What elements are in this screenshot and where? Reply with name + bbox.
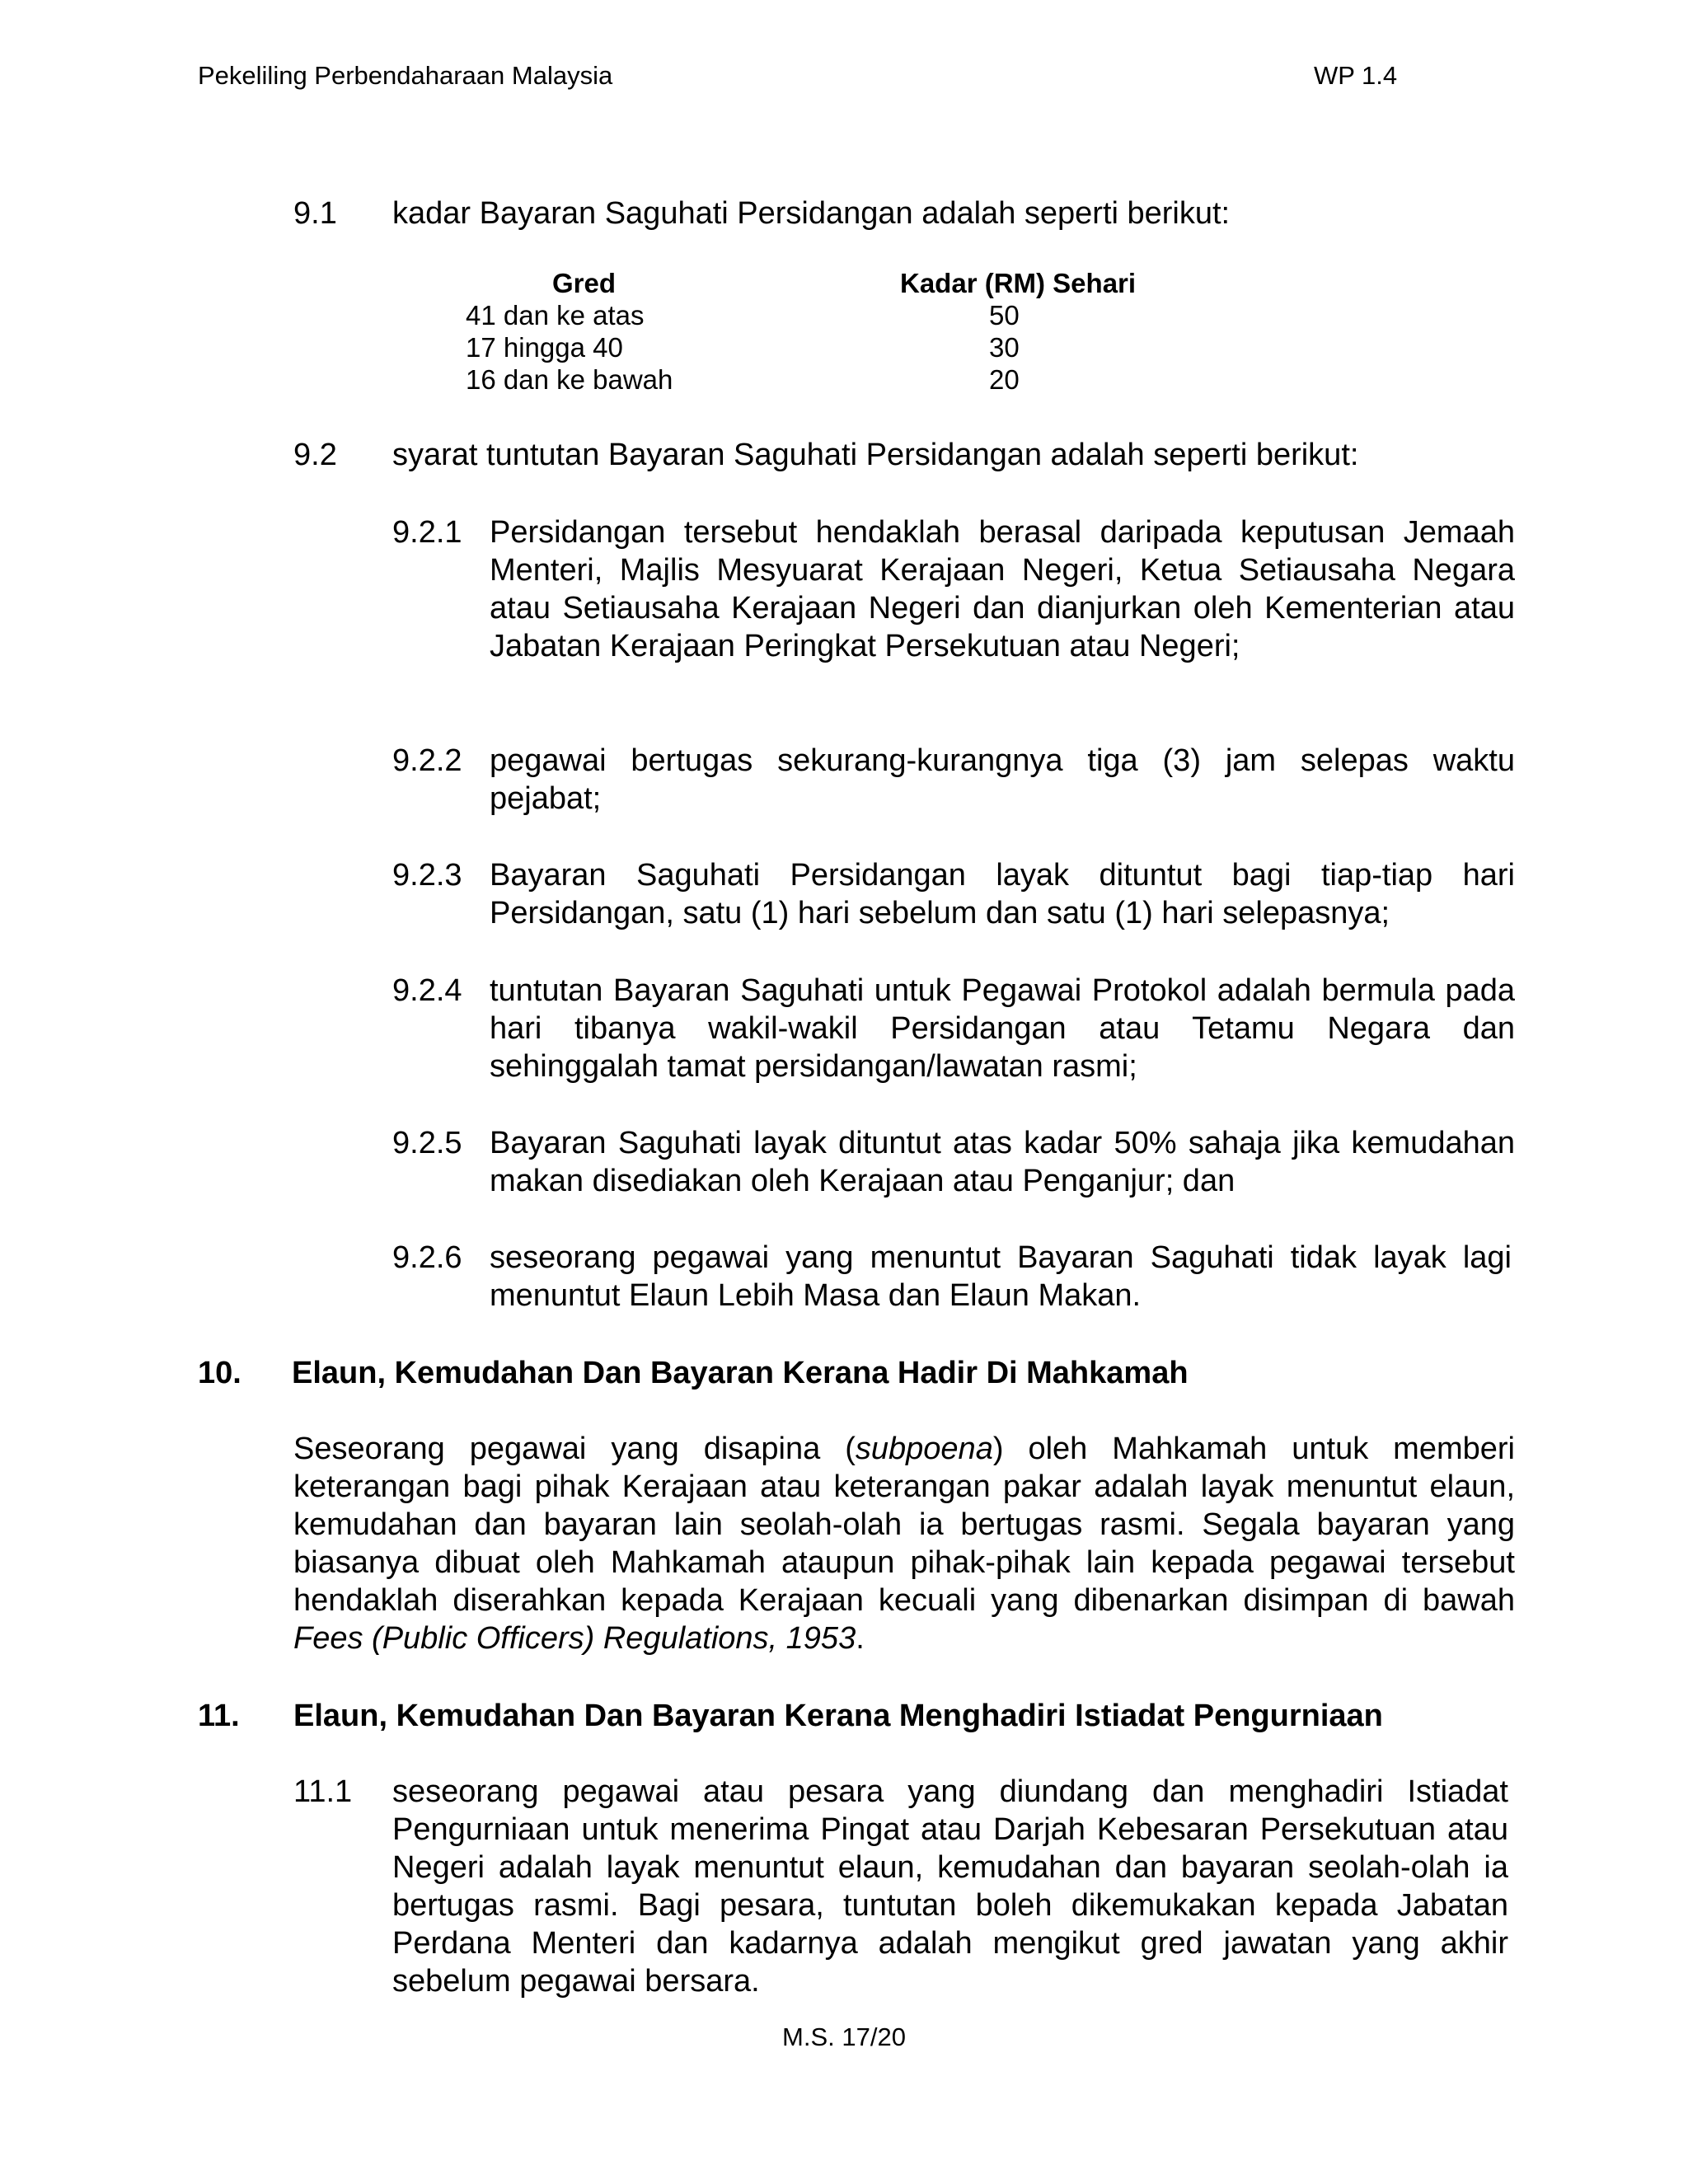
table-row xyxy=(420,363,1195,396)
section-number-9-1: 9.1 xyxy=(293,196,337,231)
table-header-row xyxy=(420,267,1195,299)
section-text-10-italic-regulations: Fees (Public Officers) Regulations, 1953 xyxy=(293,1621,856,1656)
header-document-code: WP 1.4 xyxy=(1314,61,1398,90)
section-text-9-2-6: seseorang pegawai yang menuntut Bayaran Saguhati tidak layak lagi menuntut Elaun Lebih Masa dan Elaun Makan. xyxy=(490,1240,1512,1313)
table-header-rate: Kadar (RM) Sehari xyxy=(900,268,1137,298)
section-text-11-1: seseorang pegawai atau pesara yang diundang dan menghadiri Istiadat Pengurniaan untuk menerima Pingat atau Darjah Kebesaran Persekutuan atau Negeri adalah layak menuntut elaun, kemudahan dan bayaran seolah-olah ia bertugas rasmi. Bagi pesara, tuntutan boleh dikemukakan kepada Jabatan Perdana Menteri dan kadarnya adalah mengikut gred jawatan yang akhir sebelum pegawai bersara. xyxy=(392,1774,1508,1999)
table-cell-rate: 50 xyxy=(989,300,1020,330)
table-cell-grade: 41 dan ke atas xyxy=(466,300,645,330)
section-heading-11: Elaun, Kemudahan Dan Bayaran Kerana Menghadiri Istiadat Pengurniaan xyxy=(293,1699,1383,1733)
section-number-9-2-3: 9.2.3 xyxy=(392,858,462,893)
page-number: M.S. 17/20 xyxy=(782,2022,906,2051)
section-text-9-2-1: Persidangan tersebut hendaklah berasal daripada keputusan Jemaah Menteri, Majlis Mesyuarat Kerajaan Negeri, Ketua Setiausaha Negara atau Setiausaha Kerajaan Negeri dan dianjurkan oleh Kementerian atau Jabatan Kerajaan Peringkat Persekutuan atau Negeri; xyxy=(490,515,1515,663)
table-cell-grade: 17 hingga 40 xyxy=(466,332,623,363)
section-text-9-2-5: Bayaran Saguhati layak dituntut atas kadar 50% sahaja jika kemudahan makan disediakan oleh Kerajaan atau Penganjur; dan xyxy=(490,1126,1515,1198)
section-text-10-part-b: ) oleh Mahkamah untuk memberi keterangan bagi pihak Kerajaan atau keterangan pakar adalah layak menuntut elaun, kemudahan dan bayaran lain seolah-olah ia bertugas rasmi. Segala bayaran yang biasanya dibuat oleh Mahkamah ataupun pihak-pihak lain kepada pegawai tersebut hendaklah diserahkan kepada Kerajaan kecuali yang dibenarkan disimpan di bawah xyxy=(293,1432,1515,1618)
table-cell-rate: 30 xyxy=(989,332,1020,363)
table-row xyxy=(420,331,1195,363)
section-number-11: 11. xyxy=(198,1699,240,1733)
header-document-title: Pekeliling Perbendaharaan Malaysia xyxy=(198,61,613,90)
section-number-9-2-4: 9.2.4 xyxy=(392,973,462,1008)
rate-table xyxy=(420,267,1195,396)
table-row xyxy=(420,299,1195,331)
section-number-10: 10. xyxy=(198,1356,241,1390)
section-text-9-2-3: Bayaran Saguhati Persidangan layak dituntut bagi tiap-tiap hari Persidangan, satu (1) hari sebelum dan satu (1) hari selepasnya; xyxy=(490,858,1515,930)
section-number-9-2-2: 9.2.2 xyxy=(392,743,462,778)
section-heading-10: Elaun, Kemudahan Dan Bayaran Kerana Hadir Di Mahkamah xyxy=(292,1356,1189,1390)
section-number-9-2: 9.2 xyxy=(293,438,337,472)
section-text-10 xyxy=(293,1430,1515,1657)
section-text-10-part-a: Seseorang pegawai yang disapina ( xyxy=(293,1432,856,1466)
section-number-9-2-1: 9.2.1 xyxy=(392,515,462,550)
section-text-9-2: syarat tuntutan Bayaran Saguhati Persidangan adalah seperti berikut: xyxy=(392,438,1359,472)
section-text-9-2-4: tuntutan Bayaran Saguhati untuk Pegawai Protokol adalah bermula pada hari tibanya wakil-wakil Persidangan atau Tetamu Negara dan sehinggalah tamat persidangan/lawatan rasmi; xyxy=(490,973,1515,1084)
table-cell-grade: 16 dan ke bawah xyxy=(466,364,673,395)
section-number-9-2-5: 9.2.5 xyxy=(392,1126,462,1160)
section-text-9-2-2: pegawai bertugas sekurang-kurangnya tiga (3) jam selepas waktu pejabat; xyxy=(490,743,1515,816)
section-number-11-1: 11.1 xyxy=(293,1774,353,1809)
table-header-grade: Gred xyxy=(552,268,617,298)
table-cell-rate: 20 xyxy=(989,364,1020,395)
section-text-10-part-c: . xyxy=(856,1621,865,1656)
section-text-10-italic-subpoena: subpoena xyxy=(855,1432,993,1466)
section-number-9-2-6: 9.2.6 xyxy=(392,1240,462,1275)
section-text-9-1: kadar Bayaran Saguhati Persidangan adalah seperti berikut: xyxy=(392,196,1231,231)
